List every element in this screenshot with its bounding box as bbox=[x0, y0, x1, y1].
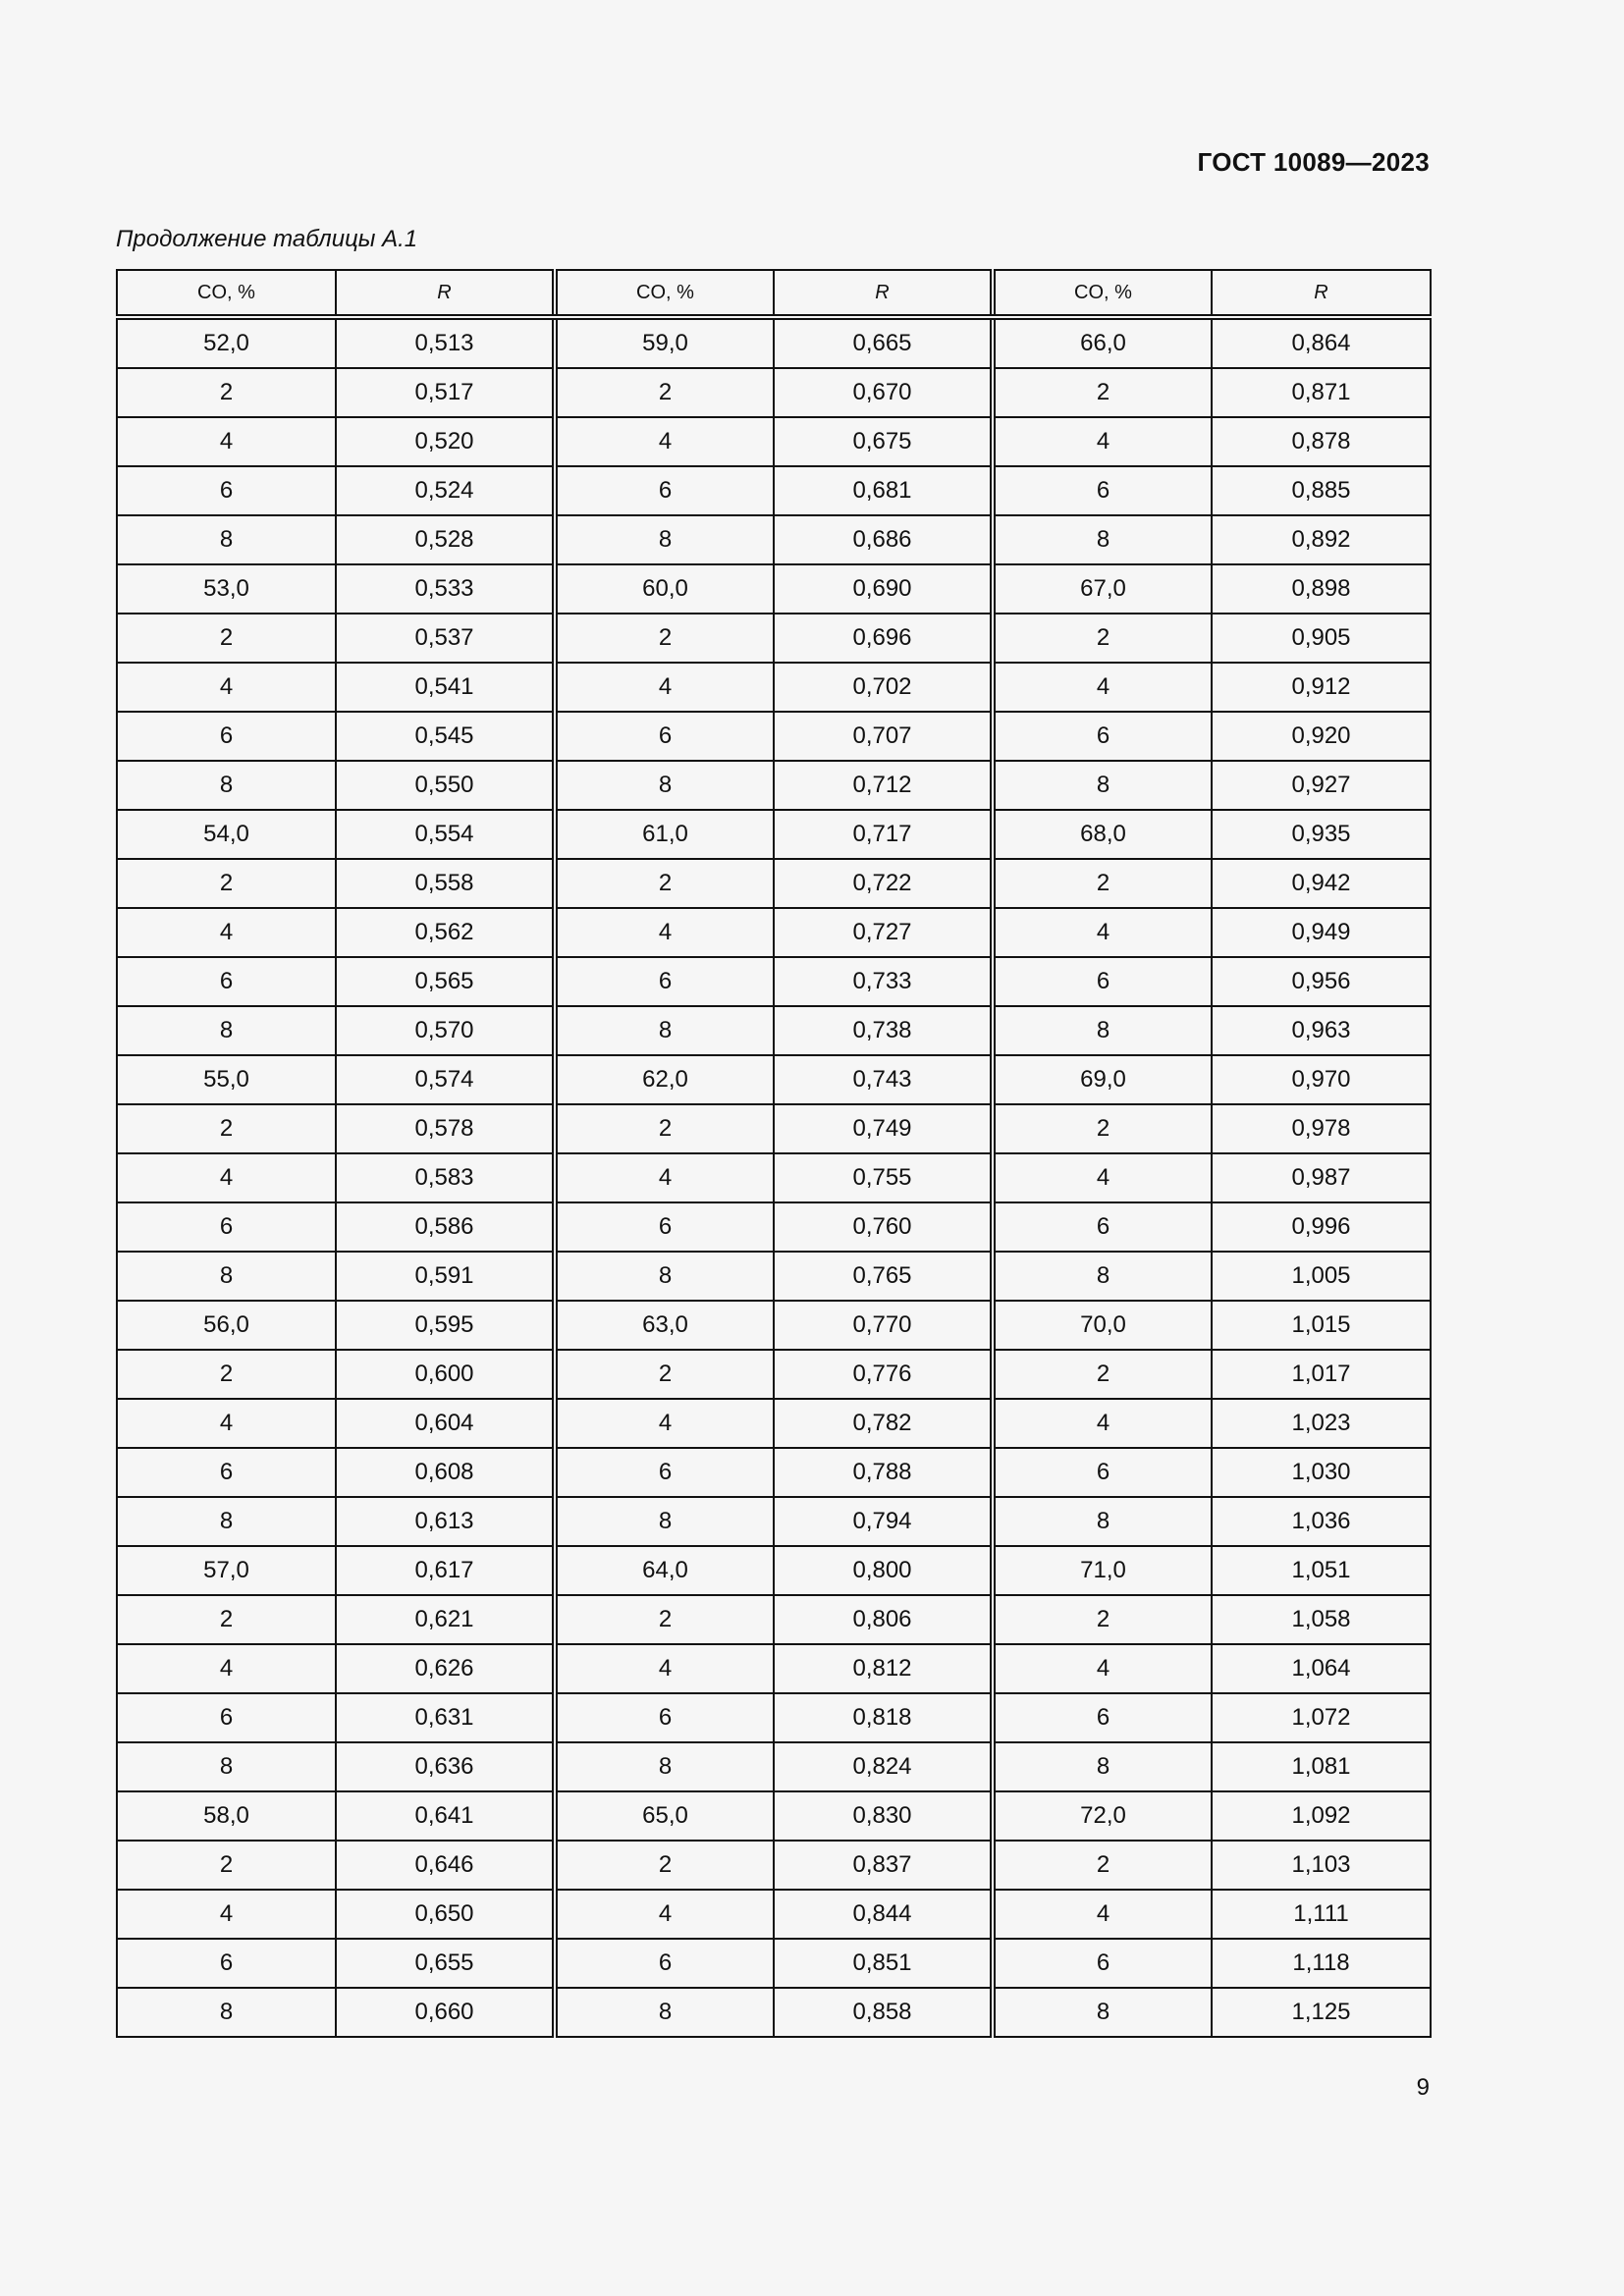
table-caption: Продолжение таблицы А.1 bbox=[116, 226, 418, 252]
table-row bbox=[117, 1006, 1431, 1055]
cell-r: 0,800 bbox=[774, 1546, 993, 1595]
cell-co: 6 bbox=[993, 712, 1212, 761]
cell-co: 8 bbox=[117, 1497, 336, 1546]
cell-r: 0,533 bbox=[336, 564, 555, 614]
cell-r: 0,565 bbox=[336, 957, 555, 1006]
cell-co: 2 bbox=[117, 1595, 336, 1644]
column-header-co: CO, % bbox=[117, 270, 336, 317]
cell-r: 1,118 bbox=[1212, 1939, 1431, 1988]
cell-co: 2 bbox=[993, 1350, 1212, 1399]
cell-r: 0,626 bbox=[336, 1644, 555, 1693]
cell-r: 1,081 bbox=[1212, 1742, 1431, 1791]
table-row bbox=[117, 417, 1431, 466]
cell-r: 0,608 bbox=[336, 1448, 555, 1497]
cell-co: 72,0 bbox=[993, 1791, 1212, 1841]
cell-co: 2 bbox=[993, 1104, 1212, 1153]
cell-co: 8 bbox=[993, 761, 1212, 810]
cell-co: 8 bbox=[555, 515, 774, 564]
cell-co: 2 bbox=[555, 1104, 774, 1153]
table-row bbox=[117, 1252, 1431, 1301]
cell-r: 0,520 bbox=[336, 417, 555, 466]
cell-r: 0,824 bbox=[774, 1742, 993, 1791]
cell-co: 4 bbox=[117, 1399, 336, 1448]
column-header-co: CO, % bbox=[555, 270, 774, 317]
cell-co: 2 bbox=[993, 368, 1212, 417]
cell-co: 66,0 bbox=[993, 317, 1212, 368]
cell-co: 6 bbox=[117, 466, 336, 515]
cell-r: 0,636 bbox=[336, 1742, 555, 1791]
cell-r: 0,591 bbox=[336, 1252, 555, 1301]
cell-co: 2 bbox=[993, 859, 1212, 908]
table-row bbox=[117, 1546, 1431, 1595]
cell-r: 0,702 bbox=[774, 663, 993, 712]
table-row bbox=[117, 1791, 1431, 1841]
cell-r: 0,554 bbox=[336, 810, 555, 859]
cell-r: 0,690 bbox=[774, 564, 993, 614]
cell-co: 8 bbox=[993, 1252, 1212, 1301]
cell-r: 0,528 bbox=[336, 515, 555, 564]
cell-co: 6 bbox=[555, 712, 774, 761]
cell-r: 0,963 bbox=[1212, 1006, 1431, 1055]
table-row bbox=[117, 1448, 1431, 1497]
table-row bbox=[117, 712, 1431, 761]
cell-co: 4 bbox=[117, 417, 336, 466]
cell-r: 0,595 bbox=[336, 1301, 555, 1350]
cell-r: 0,858 bbox=[774, 1988, 993, 2037]
cell-co: 2 bbox=[555, 1841, 774, 1890]
table-row bbox=[117, 810, 1431, 859]
cell-co: 6 bbox=[117, 1939, 336, 1988]
cell-r: 0,712 bbox=[774, 761, 993, 810]
table-row bbox=[117, 1104, 1431, 1153]
cell-co: 8 bbox=[117, 1742, 336, 1791]
cell-r: 0,844 bbox=[774, 1890, 993, 1939]
cell-co: 4 bbox=[555, 1153, 774, 1202]
cell-co: 6 bbox=[555, 957, 774, 1006]
cell-r: 0,818 bbox=[774, 1693, 993, 1742]
cell-r: 0,562 bbox=[336, 908, 555, 957]
table-row bbox=[117, 515, 1431, 564]
data-table-container bbox=[116, 269, 1430, 2038]
cell-r: 0,670 bbox=[774, 368, 993, 417]
cell-r: 0,760 bbox=[774, 1202, 993, 1252]
cell-r: 1,111 bbox=[1212, 1890, 1431, 1939]
cell-co: 60,0 bbox=[555, 564, 774, 614]
cell-co: 6 bbox=[555, 1939, 774, 1988]
cell-co: 8 bbox=[117, 1988, 336, 2037]
table-row bbox=[117, 761, 1431, 810]
table-row bbox=[117, 957, 1431, 1006]
cell-r: 0,578 bbox=[336, 1104, 555, 1153]
table-row bbox=[117, 1644, 1431, 1693]
cell-r: 0,660 bbox=[336, 1988, 555, 2037]
cell-co: 6 bbox=[117, 957, 336, 1006]
cell-r: 0,513 bbox=[336, 317, 555, 368]
cell-co: 4 bbox=[117, 1644, 336, 1693]
cell-r: 0,794 bbox=[774, 1497, 993, 1546]
document-code: ГОСТ 10089—2023 bbox=[1197, 147, 1430, 177]
cell-r: 0,524 bbox=[336, 466, 555, 515]
data-table bbox=[116, 269, 1432, 2038]
cell-co: 2 bbox=[117, 1104, 336, 1153]
cell-r: 0,617 bbox=[336, 1546, 555, 1595]
cell-co: 8 bbox=[117, 515, 336, 564]
cell-r: 0,604 bbox=[336, 1399, 555, 1448]
cell-co: 4 bbox=[555, 1399, 774, 1448]
cell-r: 0,892 bbox=[1212, 515, 1431, 564]
cell-r: 0,696 bbox=[774, 614, 993, 663]
cell-co: 71,0 bbox=[993, 1546, 1212, 1595]
cell-r: 0,600 bbox=[336, 1350, 555, 1399]
cell-r: 0,743 bbox=[774, 1055, 993, 1104]
cell-co: 8 bbox=[117, 1006, 336, 1055]
cell-co: 4 bbox=[993, 663, 1212, 712]
cell-r: 0,942 bbox=[1212, 859, 1431, 908]
cell-r: 0,558 bbox=[336, 859, 555, 908]
table-body bbox=[117, 317, 1431, 2037]
cell-co: 8 bbox=[993, 1497, 1212, 1546]
table-row bbox=[117, 614, 1431, 663]
cell-r: 0,541 bbox=[336, 663, 555, 712]
table-row bbox=[117, 317, 1431, 368]
cell-r: 1,103 bbox=[1212, 1841, 1431, 1890]
cell-co: 4 bbox=[555, 1644, 774, 1693]
cell-co: 2 bbox=[117, 1841, 336, 1890]
cell-r: 0,707 bbox=[774, 712, 993, 761]
cell-r: 0,655 bbox=[336, 1939, 555, 1988]
cell-co: 55,0 bbox=[117, 1055, 336, 1104]
cell-r: 0,550 bbox=[336, 761, 555, 810]
cell-r: 0,727 bbox=[774, 908, 993, 957]
cell-co: 8 bbox=[993, 1006, 1212, 1055]
cell-co: 6 bbox=[993, 957, 1212, 1006]
cell-co: 4 bbox=[555, 1890, 774, 1939]
cell-r: 0,583 bbox=[336, 1153, 555, 1202]
cell-r: 0,755 bbox=[774, 1153, 993, 1202]
cell-co: 2 bbox=[555, 368, 774, 417]
cell-r: 0,749 bbox=[774, 1104, 993, 1153]
column-header-co: CO, % bbox=[993, 270, 1212, 317]
cell-co: 70,0 bbox=[993, 1301, 1212, 1350]
cell-co: 6 bbox=[117, 1693, 336, 1742]
cell-r: 0,586 bbox=[336, 1202, 555, 1252]
cell-r: 0,851 bbox=[774, 1939, 993, 1988]
cell-co: 6 bbox=[555, 1202, 774, 1252]
cell-co: 8 bbox=[993, 1742, 1212, 1791]
cell-co: 6 bbox=[555, 1448, 774, 1497]
cell-co: 4 bbox=[993, 1399, 1212, 1448]
cell-co: 65,0 bbox=[555, 1791, 774, 1841]
cell-co: 2 bbox=[993, 1841, 1212, 1890]
cell-co: 8 bbox=[993, 515, 1212, 564]
cell-r: 0,978 bbox=[1212, 1104, 1431, 1153]
cell-r: 1,030 bbox=[1212, 1448, 1431, 1497]
cell-co: 56,0 bbox=[117, 1301, 336, 1350]
cell-co: 4 bbox=[993, 908, 1212, 957]
cell-co: 2 bbox=[117, 1350, 336, 1399]
cell-co: 68,0 bbox=[993, 810, 1212, 859]
cell-co: 6 bbox=[117, 712, 336, 761]
cell-r: 0,537 bbox=[336, 614, 555, 663]
cell-r: 0,987 bbox=[1212, 1153, 1431, 1202]
cell-co: 67,0 bbox=[993, 564, 1212, 614]
cell-r: 0,650 bbox=[336, 1890, 555, 1939]
cell-co: 64,0 bbox=[555, 1546, 774, 1595]
cell-r: 0,570 bbox=[336, 1006, 555, 1055]
cell-r: 0,613 bbox=[336, 1497, 555, 1546]
cell-co: 6 bbox=[993, 466, 1212, 515]
table-row bbox=[117, 368, 1431, 417]
table-row bbox=[117, 859, 1431, 908]
cell-co: 6 bbox=[993, 1448, 1212, 1497]
cell-r: 0,970 bbox=[1212, 1055, 1431, 1104]
cell-r: 0,574 bbox=[336, 1055, 555, 1104]
cell-co: 8 bbox=[555, 761, 774, 810]
cell-co: 2 bbox=[993, 1595, 1212, 1644]
cell-r: 0,920 bbox=[1212, 712, 1431, 761]
cell-r: 0,631 bbox=[336, 1693, 555, 1742]
cell-co: 6 bbox=[117, 1202, 336, 1252]
cell-co: 6 bbox=[555, 466, 774, 515]
cell-co: 2 bbox=[117, 368, 336, 417]
cell-co: 4 bbox=[993, 1153, 1212, 1202]
table-row bbox=[117, 564, 1431, 614]
cell-co: 61,0 bbox=[555, 810, 774, 859]
table-row bbox=[117, 1693, 1431, 1742]
cell-co: 6 bbox=[117, 1448, 336, 1497]
table-row bbox=[117, 1350, 1431, 1399]
cell-co: 6 bbox=[993, 1202, 1212, 1252]
column-header-r: R bbox=[1212, 270, 1431, 317]
cell-r: 0,646 bbox=[336, 1841, 555, 1890]
cell-r: 0,905 bbox=[1212, 614, 1431, 663]
cell-co: 6 bbox=[993, 1693, 1212, 1742]
cell-co: 8 bbox=[117, 1252, 336, 1301]
cell-co: 52,0 bbox=[117, 317, 336, 368]
cell-co: 54,0 bbox=[117, 810, 336, 859]
cell-r: 1,064 bbox=[1212, 1644, 1431, 1693]
cell-r: 0,717 bbox=[774, 810, 993, 859]
table-row bbox=[117, 1988, 1431, 2037]
cell-r: 1,125 bbox=[1212, 1988, 1431, 2037]
cell-co: 4 bbox=[555, 908, 774, 957]
cell-co: 2 bbox=[993, 614, 1212, 663]
table-row bbox=[117, 1301, 1431, 1350]
cell-co: 4 bbox=[993, 1890, 1212, 1939]
cell-r: 0,871 bbox=[1212, 368, 1431, 417]
cell-r: 0,770 bbox=[774, 1301, 993, 1350]
table-row bbox=[117, 1890, 1431, 1939]
cell-r: 0,675 bbox=[774, 417, 993, 466]
table-row bbox=[117, 1497, 1431, 1546]
cell-co: 2 bbox=[117, 859, 336, 908]
cell-co: 8 bbox=[555, 1497, 774, 1546]
table-row bbox=[117, 1202, 1431, 1252]
cell-r: 1,058 bbox=[1212, 1595, 1431, 1644]
table-row bbox=[117, 908, 1431, 957]
table-row bbox=[117, 1841, 1431, 1890]
cell-co: 53,0 bbox=[117, 564, 336, 614]
table-row bbox=[117, 663, 1431, 712]
cell-co: 4 bbox=[117, 1153, 336, 1202]
table-row bbox=[117, 1595, 1431, 1644]
cell-co: 4 bbox=[993, 1644, 1212, 1693]
cell-r: 0,927 bbox=[1212, 761, 1431, 810]
cell-co: 58,0 bbox=[117, 1791, 336, 1841]
cell-r: 0,776 bbox=[774, 1350, 993, 1399]
table-row bbox=[117, 466, 1431, 515]
cell-r: 0,788 bbox=[774, 1448, 993, 1497]
cell-co: 69,0 bbox=[993, 1055, 1212, 1104]
cell-r: 0,641 bbox=[336, 1791, 555, 1841]
cell-co: 4 bbox=[117, 663, 336, 712]
cell-co: 8 bbox=[555, 1252, 774, 1301]
page-number: 9 bbox=[1416, 2074, 1430, 2101]
cell-co: 6 bbox=[993, 1939, 1212, 1988]
cell-co: 2 bbox=[555, 1350, 774, 1399]
cell-r: 1,023 bbox=[1212, 1399, 1431, 1448]
cell-co: 8 bbox=[993, 1988, 1212, 2037]
column-header-r: R bbox=[774, 270, 993, 317]
cell-r: 0,898 bbox=[1212, 564, 1431, 614]
cell-co: 4 bbox=[555, 417, 774, 466]
cell-r: 0,956 bbox=[1212, 957, 1431, 1006]
cell-co: 8 bbox=[117, 761, 336, 810]
cell-r: 0,885 bbox=[1212, 466, 1431, 515]
cell-r: 0,738 bbox=[774, 1006, 993, 1055]
table-header-row bbox=[117, 270, 1431, 317]
cell-r: 1,072 bbox=[1212, 1693, 1431, 1742]
cell-r: 0,830 bbox=[774, 1791, 993, 1841]
cell-r: 1,051 bbox=[1212, 1546, 1431, 1595]
cell-r: 0,665 bbox=[774, 317, 993, 368]
cell-r: 0,517 bbox=[336, 368, 555, 417]
cell-r: 0,878 bbox=[1212, 417, 1431, 466]
cell-co: 4 bbox=[555, 663, 774, 712]
cell-co: 62,0 bbox=[555, 1055, 774, 1104]
cell-co: 6 bbox=[555, 1693, 774, 1742]
cell-r: 1,036 bbox=[1212, 1497, 1431, 1546]
cell-r: 0,949 bbox=[1212, 908, 1431, 957]
cell-co: 2 bbox=[555, 614, 774, 663]
cell-co: 4 bbox=[993, 417, 1212, 466]
cell-co: 8 bbox=[555, 1006, 774, 1055]
cell-co: 2 bbox=[555, 1595, 774, 1644]
cell-r: 0,935 bbox=[1212, 810, 1431, 859]
cell-r: 1,017 bbox=[1212, 1350, 1431, 1399]
cell-co: 8 bbox=[555, 1742, 774, 1791]
cell-r: 0,812 bbox=[774, 1644, 993, 1693]
cell-co: 59,0 bbox=[555, 317, 774, 368]
cell-r: 0,912 bbox=[1212, 663, 1431, 712]
table-row bbox=[117, 1153, 1431, 1202]
cell-r: 0,733 bbox=[774, 957, 993, 1006]
cell-co: 57,0 bbox=[117, 1546, 336, 1595]
cell-r: 0,722 bbox=[774, 859, 993, 908]
table-row bbox=[117, 1055, 1431, 1104]
cell-co: 4 bbox=[117, 1890, 336, 1939]
cell-r: 0,806 bbox=[774, 1595, 993, 1644]
cell-r: 0,686 bbox=[774, 515, 993, 564]
cell-r: 0,545 bbox=[336, 712, 555, 761]
cell-r: 0,782 bbox=[774, 1399, 993, 1448]
cell-r: 0,864 bbox=[1212, 317, 1431, 368]
cell-r: 0,765 bbox=[774, 1252, 993, 1301]
cell-r: 1,015 bbox=[1212, 1301, 1431, 1350]
cell-r: 1,092 bbox=[1212, 1791, 1431, 1841]
cell-co: 2 bbox=[555, 859, 774, 908]
cell-r: 0,681 bbox=[774, 466, 993, 515]
table-row bbox=[117, 1742, 1431, 1791]
cell-r: 0,996 bbox=[1212, 1202, 1431, 1252]
cell-r: 1,005 bbox=[1212, 1252, 1431, 1301]
cell-r: 0,837 bbox=[774, 1841, 993, 1890]
table-row bbox=[117, 1939, 1431, 1988]
cell-co: 4 bbox=[117, 908, 336, 957]
cell-r: 0,621 bbox=[336, 1595, 555, 1644]
column-header-r: R bbox=[336, 270, 555, 317]
cell-co: 2 bbox=[117, 614, 336, 663]
table-row bbox=[117, 1399, 1431, 1448]
cell-co: 8 bbox=[555, 1988, 774, 2037]
cell-co: 63,0 bbox=[555, 1301, 774, 1350]
